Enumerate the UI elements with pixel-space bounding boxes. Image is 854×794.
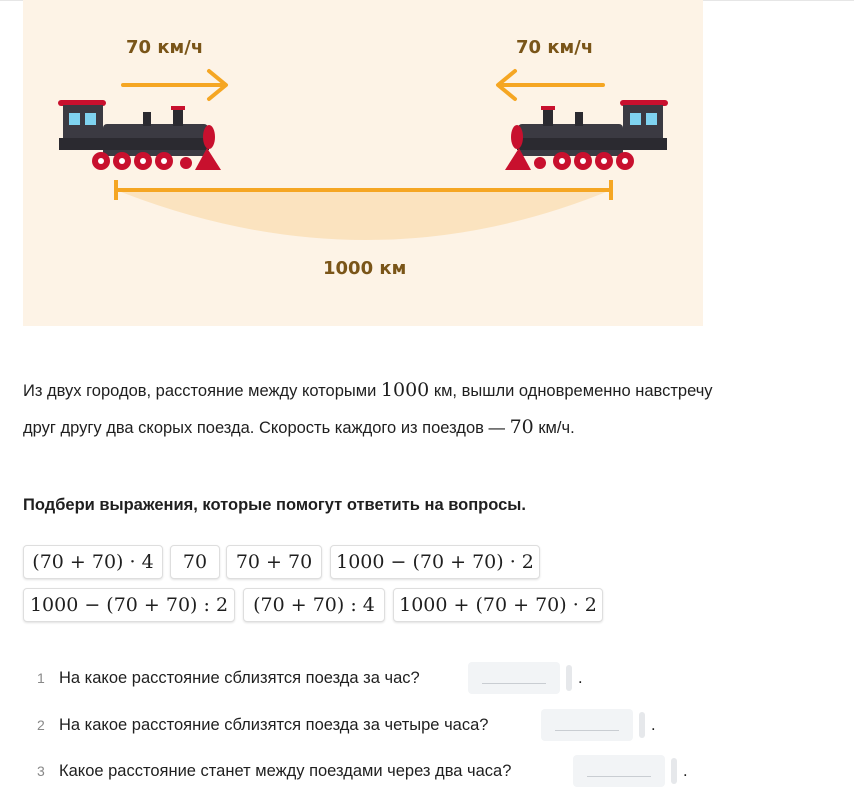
- problem-speed-number: 70: [509, 416, 534, 438]
- expression-chip[interactable]: 70: [170, 545, 220, 579]
- left-speed-label: 70 км/ч: [126, 37, 204, 58]
- question-text: На какое расстояние сблизятся поезда за четыре часа?: [59, 716, 489, 734]
- question-end: .: [651, 716, 656, 734]
- problem-text-part2: км, вышли одновременно навстречу друг другу два скорых поезда. Скорость каждого из поездов —: [23, 382, 713, 437]
- task-instruction: Подбери выражения, которые помогут ответить на вопросы.: [23, 496, 526, 514]
- expression-chip[interactable]: (70 + 70) · 4: [23, 545, 163, 579]
- slot-handle[interactable]: [566, 665, 572, 691]
- expression-chip[interactable]: (70 + 70) : 4: [243, 588, 385, 622]
- arrow-right-icon: [123, 71, 226, 99]
- question-number: 2: [37, 717, 45, 733]
- expression-chip[interactable]: 1000 − (70 + 70) : 2: [23, 588, 235, 622]
- question-number: 1: [37, 670, 45, 686]
- question-number: 3: [37, 763, 45, 779]
- slot-handle[interactable]: [639, 712, 645, 738]
- answer-drop-slot[interactable]: [468, 662, 560, 694]
- question-row: [23, 755, 723, 789]
- problem-text-part3: км/ч.: [533, 419, 575, 437]
- train-illustration: [23, 0, 703, 326]
- expression-chip[interactable]: 1000 − (70 + 70) · 2: [330, 545, 540, 579]
- distance-label: 1000 км: [323, 258, 407, 279]
- distance-arc: [116, 190, 611, 240]
- question-end: .: [578, 669, 583, 687]
- arrow-left-icon: [498, 71, 603, 99]
- locomotive-left-icon: [58, 100, 221, 170]
- locomotive-right-icon: [505, 100, 668, 170]
- problem-distance-number: 1000: [380, 379, 430, 401]
- question-row: [23, 709, 723, 743]
- slot-handle[interactable]: [671, 758, 677, 784]
- right-speed-label: 70 км/ч: [516, 37, 594, 58]
- expression-chip[interactable]: 1000 + (70 + 70) · 2: [393, 588, 603, 622]
- problem-text: [23, 372, 713, 446]
- answer-drop-slot[interactable]: [573, 755, 665, 787]
- expression-chip[interactable]: 70 + 70: [226, 545, 322, 579]
- problem-text-part1: Из двух городов, расстояние между которыми: [23, 382, 381, 400]
- question-text: На какое расстояние сблизятся поезда за час?: [59, 669, 420, 687]
- answer-drop-slot[interactable]: [541, 709, 633, 741]
- question-text: Какое расстояние станет между поездами через два часа?: [59, 762, 512, 780]
- question-end: .: [683, 762, 688, 780]
- question-row: [23, 662, 723, 696]
